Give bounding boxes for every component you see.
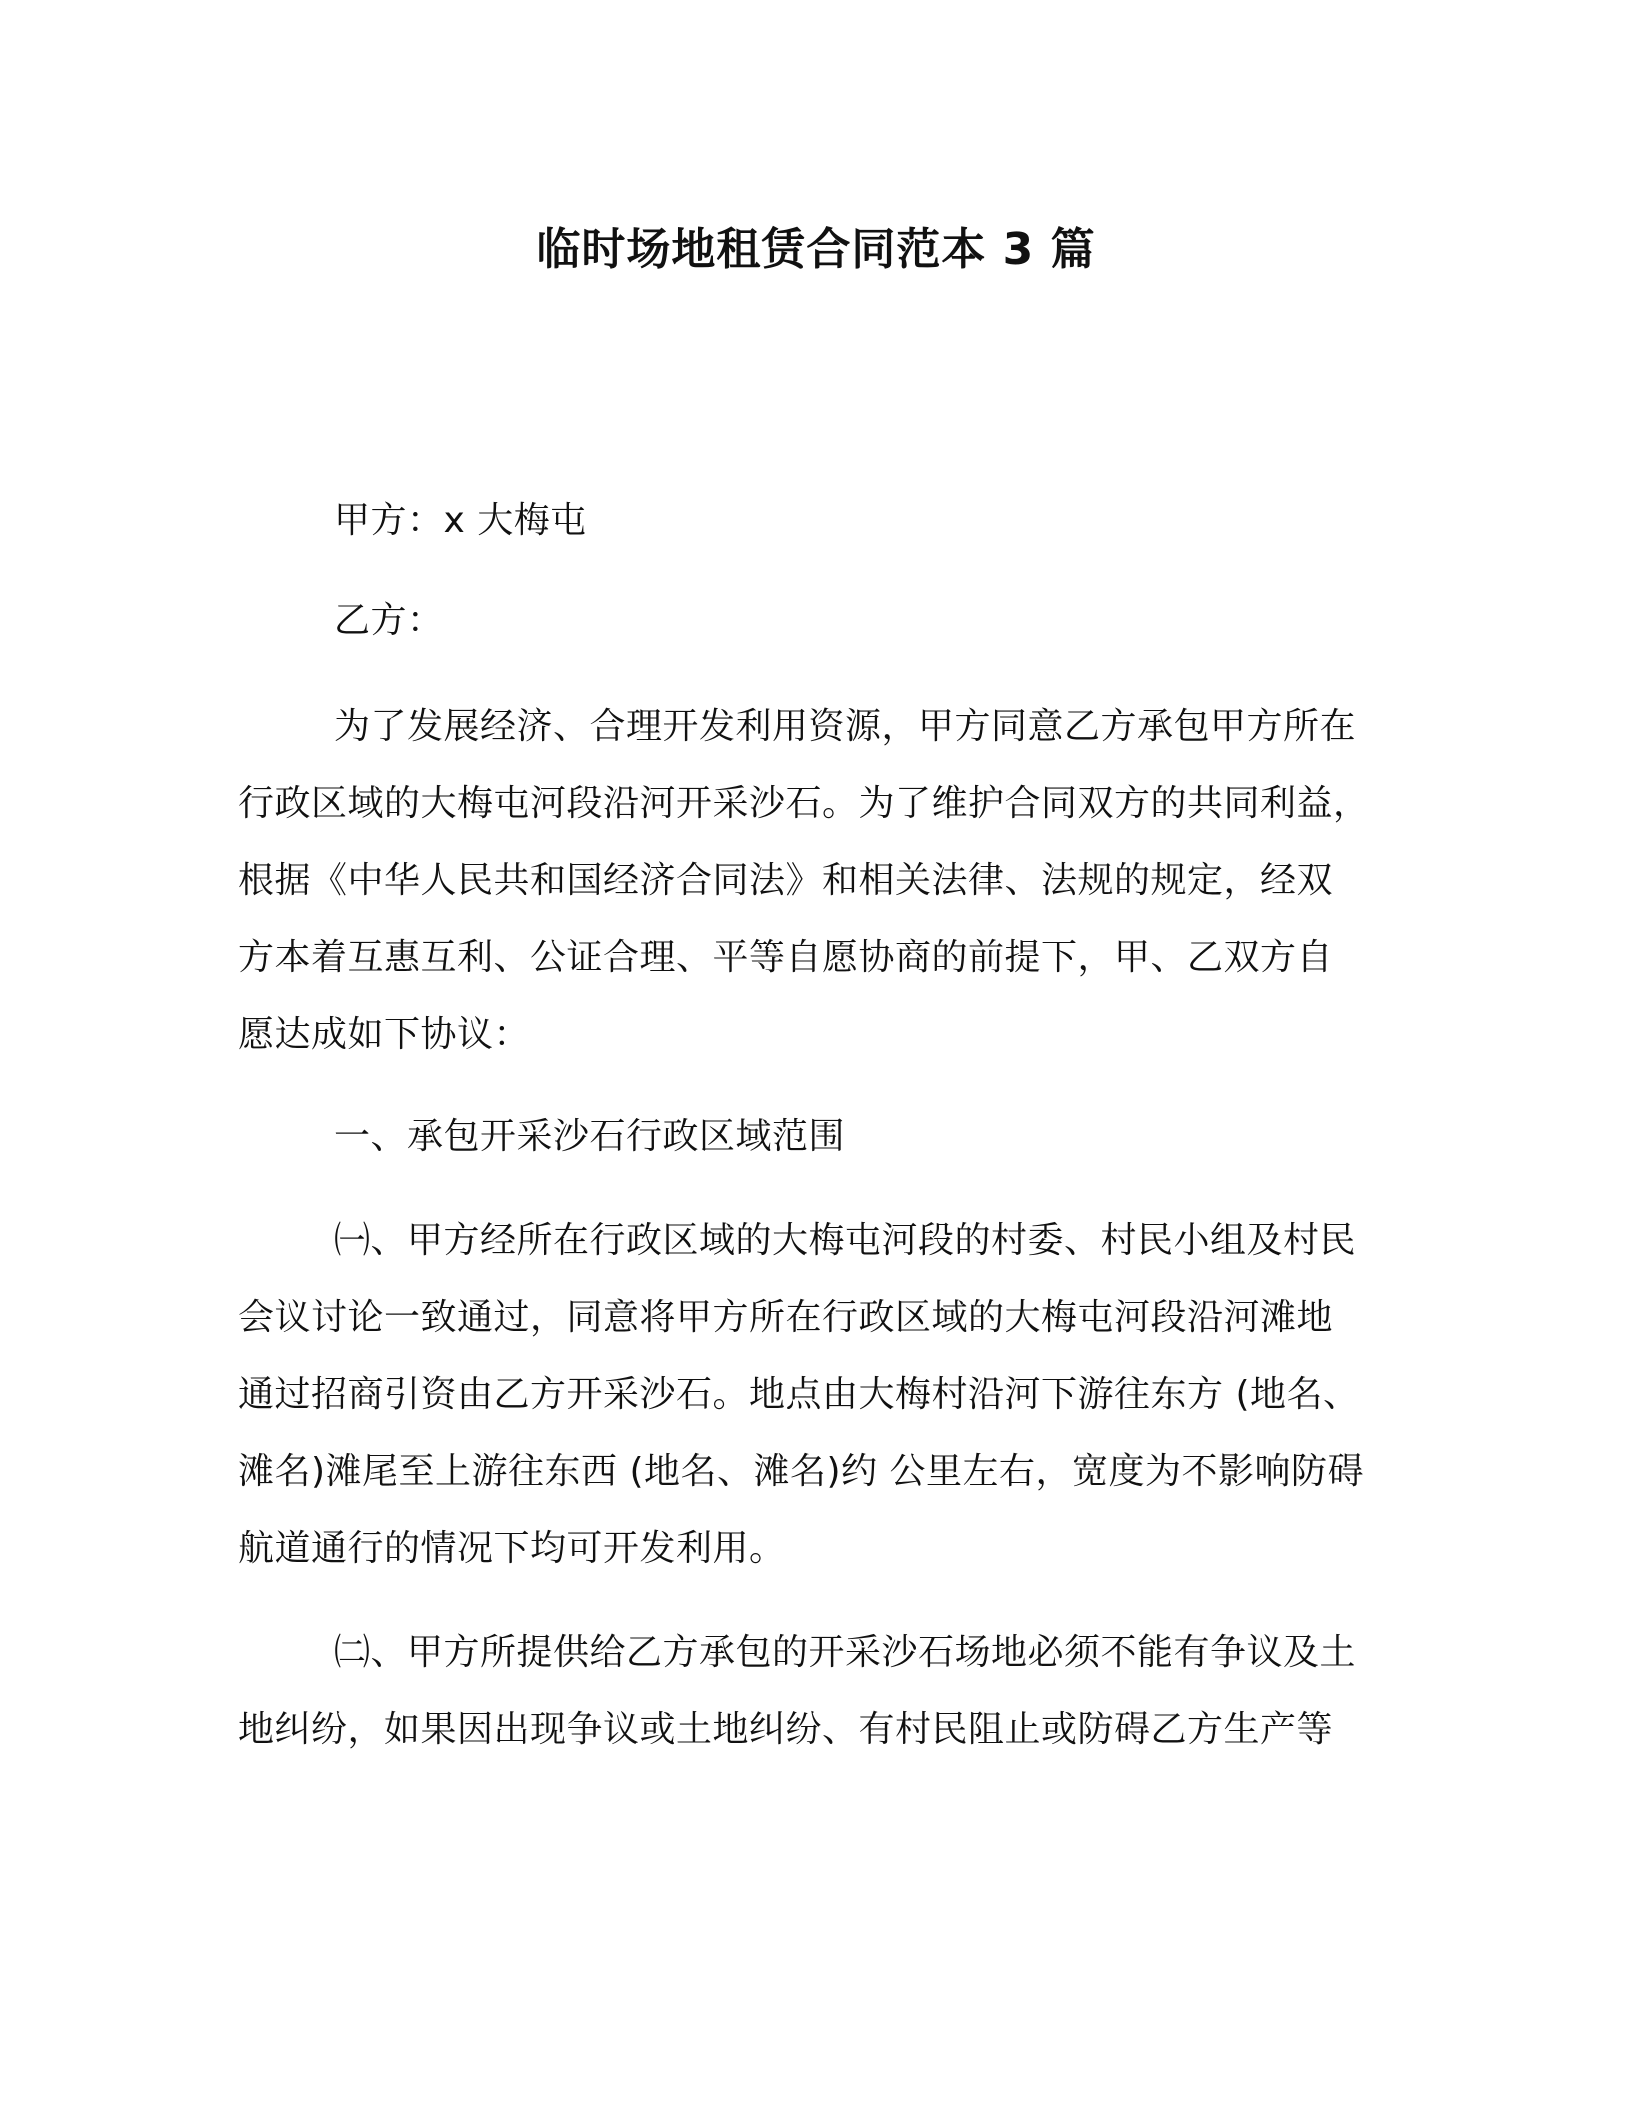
section-heading-text: 一、承包开采沙石行政区域范围 — [334, 1116, 846, 1157]
clause-line: 滩名)滩尾至上游往东西 (地名、滩名)约 公里左右，宽度为不影响防碍 — [238, 1451, 1365, 1492]
clause-line: 会议讨论一致通过，同意将甲方所在行政区域的大梅屯河段沿河滩地 — [238, 1297, 1334, 1338]
section-1-heading — [238, 1098, 1394, 1175]
clause-line: ㈠、甲方经所在行政区域的大梅屯河段的村委、村民小组及村民 — [334, 1220, 1357, 1261]
document-title: 临时场地租赁合同范本 3 篇 — [536, 224, 1096, 275]
intro-paragraph — [238, 688, 1394, 1073]
party-a-line — [238, 482, 1394, 559]
clause-line: 航道通行的情况下均可开发利用。 — [238, 1528, 786, 1569]
clause-line: 通过招商引资由乙方开采沙石。地点由大梅村沿河下游往东方 (地名、 — [238, 1374, 1360, 1415]
clause-line: 地纠纷，如果因出现争议或土地纠纷、有村民阻止或防碍乙方生产等 — [238, 1709, 1334, 1750]
clause-2-paragraph — [238, 1614, 1394, 1768]
intro-line: 愿达成如下协议： — [238, 1014, 531, 1055]
party-b-line — [238, 582, 1394, 659]
intro-line: 行政区域的大梅屯河段沿河开采沙石。为了维护合同双方的共同利益， — [238, 783, 1370, 824]
intro-line: 方本着互惠互利、公证合理、平等自愿协商的前提下，甲、乙双方自 — [238, 937, 1334, 978]
party-a-text: 甲方：x 大梅屯 — [334, 500, 587, 541]
party-b-text: 乙方： — [334, 600, 444, 641]
clause-line: ㈡、甲方所提供给乙方承包的开采沙石场地必须不能有争议及土 — [334, 1632, 1357, 1673]
intro-line: 根据《中华人民共和国经济合同法》和相关法律、法规的规定，经双 — [238, 860, 1334, 901]
intro-line: 为了发展经济、合理开发利用资源，甲方同意乙方承包甲方所在 — [334, 706, 1357, 747]
clause-1-paragraph — [238, 1202, 1394, 1587]
